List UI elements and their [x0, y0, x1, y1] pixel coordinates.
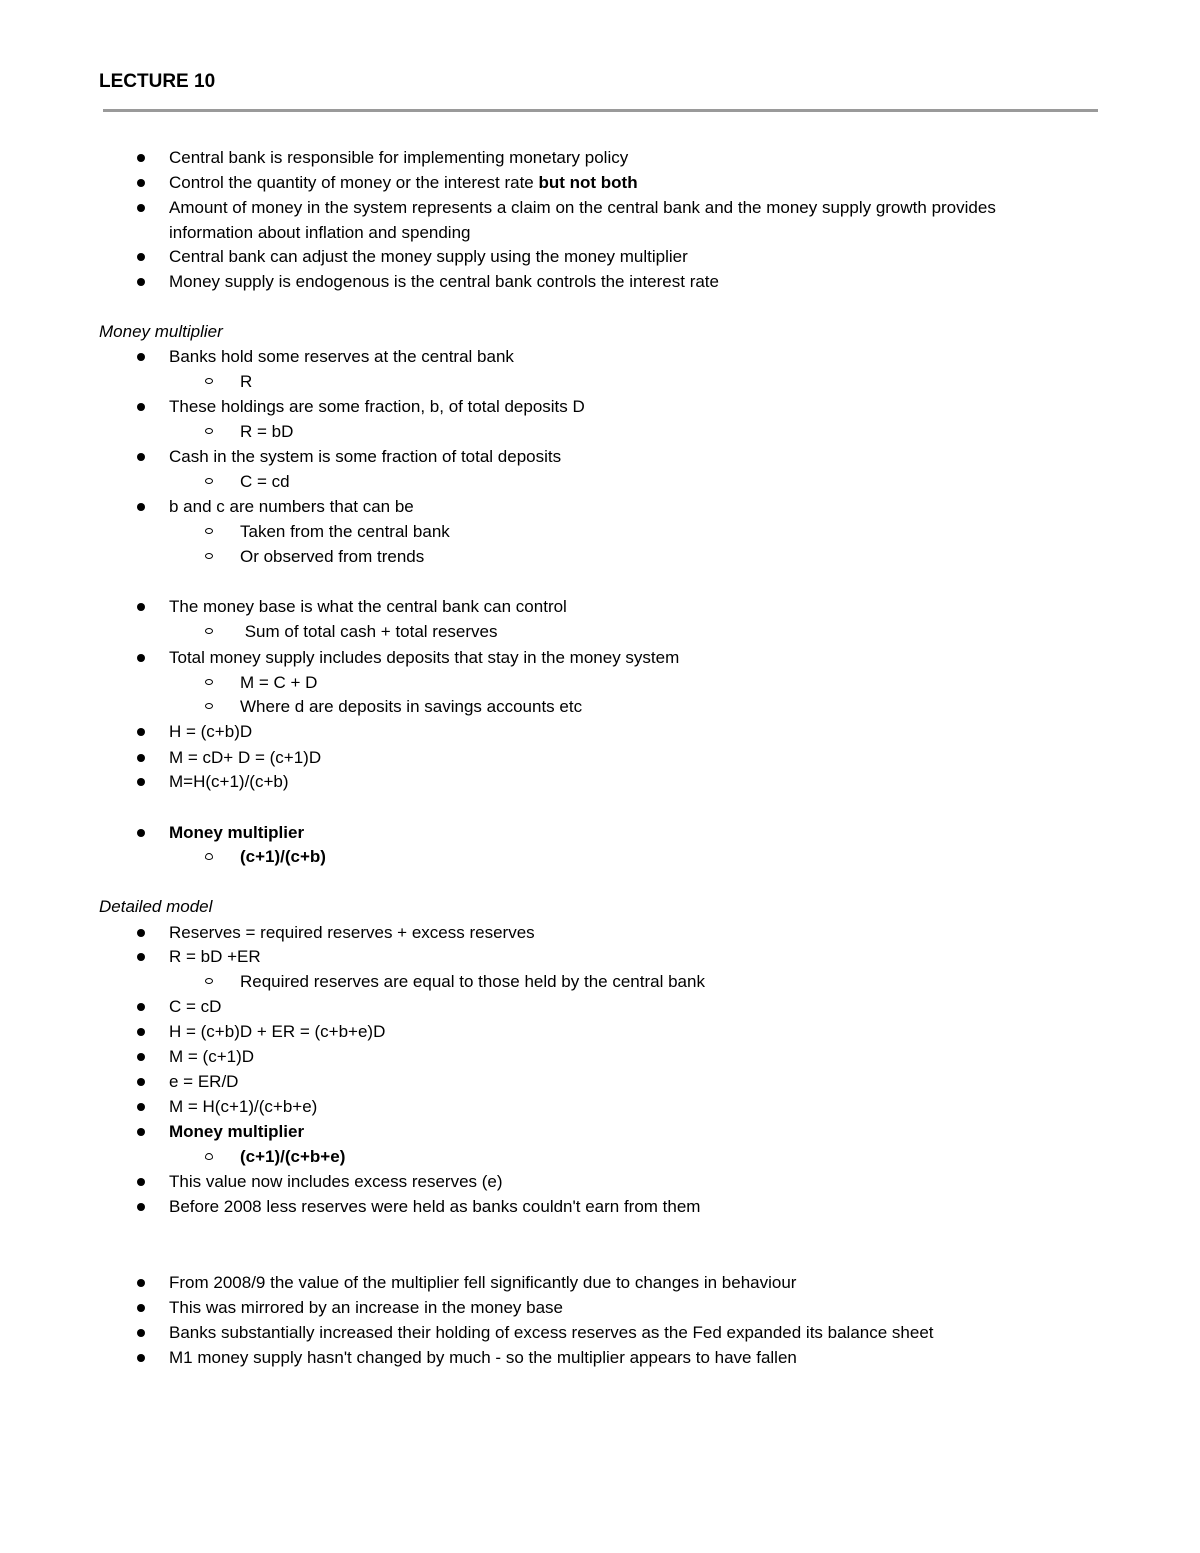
title-divider [103, 109, 1098, 112]
list-item-text: H = (c+b)D + ER = (c+b+e)D [169, 1022, 386, 1041]
bullet-icon [137, 953, 145, 961]
circle-bullet-icon [205, 978, 213, 984]
sub-list-item-text: Sum of total cash + total reserves [240, 622, 498, 641]
bullet-icon [137, 1203, 145, 1211]
list-item-text: M=H(c+1)/(c+b) [169, 772, 289, 791]
circle-bullet-icon [205, 528, 213, 534]
circle-bullet-icon [205, 428, 213, 434]
bullet-icon [137, 1354, 145, 1362]
section-heading: Money multiplier [99, 322, 223, 341]
bullet-icon [137, 253, 145, 261]
bullet-icon [137, 1304, 145, 1312]
list-item-text: H = (c+b)D [169, 722, 253, 741]
list-item-text: information about inflation and spending [169, 223, 471, 242]
bullet-icon [137, 503, 145, 511]
circle-bullet-icon [205, 679, 213, 685]
list-item-text: Money supply is endogenous is the central bank controls the interest rate [169, 272, 719, 291]
circle-bullet-icon [205, 1153, 213, 1160]
list-item-text: These holdings are some fraction, b, of total deposits D [169, 397, 585, 416]
circle-bullet-icon [205, 378, 213, 384]
bullet-icon [137, 1329, 145, 1337]
bullet-icon [137, 1078, 145, 1086]
sub-list-item-text: Taken from the central bank [240, 522, 450, 541]
bullet-icon [137, 453, 145, 461]
sub-list-item-text: Where d are deposits in savings accounts etc [240, 697, 583, 716]
bullet-icon [137, 1178, 145, 1186]
list-item-text: Before 2008 less reserves were held as banks couldn't earn from them [169, 1197, 701, 1216]
list-item-text: C = cD [169, 997, 222, 1016]
sub-list-item-text: Required reserves are equal to those held by the central bank [240, 972, 705, 991]
list-item-text: R = bD +ER [169, 947, 261, 966]
bullet-icon [137, 654, 145, 662]
list-item-text: Money multiplier [169, 1122, 305, 1141]
list-item-text: Banks hold some reserves at the central bank [169, 347, 514, 366]
section-heading: Detailed model [99, 897, 213, 916]
bullet-icon [137, 1279, 145, 1287]
bullet-icon [137, 353, 145, 361]
bullet-icon [137, 154, 145, 162]
page-title: LECTURE 10 [99, 71, 216, 92]
sub-list-item-text: (c+1)/(c+b) [240, 847, 326, 866]
list-item-text: This was mirrored by an increase in the money base [169, 1298, 564, 1317]
list-item-text: Control the quantity of money or the interest rate but not both [169, 173, 638, 192]
sub-list-item-text: Or observed from trends [240, 547, 425, 566]
list-item-text: b and c are numbers that can be [169, 497, 414, 516]
list-item-text: Central bank is responsible for implementing monetary policy [169, 148, 629, 167]
list-item-text: Central bank can adjust the money supply using the money multiplier [169, 247, 688, 266]
circle-bullet-icon [205, 853, 213, 860]
list-item-text: M = cD+ D = (c+1)D [169, 748, 322, 767]
bullet-icon [137, 829, 145, 837]
bullet-icon [137, 1053, 145, 1061]
bullet-icon [137, 278, 145, 286]
emphasis: but not both [538, 173, 638, 192]
list-item-text: Reserves = required reserves + excess reserves [169, 923, 535, 942]
bullet-icon [137, 1128, 145, 1136]
bullet-icon [137, 778, 145, 786]
list-item-text: M = (c+1)D [169, 1047, 255, 1066]
bullet-icon [137, 1003, 145, 1011]
list-item-text: Total money supply includes deposits that stay in the money system [169, 648, 680, 667]
bullet-icon [137, 929, 145, 937]
circle-bullet-icon [205, 553, 213, 559]
bullet-icon [137, 728, 145, 736]
list-item-text: Cash in the system is some fraction of total deposits [169, 447, 562, 466]
list-item-text: M1 money supply hasn't changed by much - so the multiplier appears to have fallen [169, 1348, 797, 1367]
sub-list-item-text: R = bD [240, 422, 294, 441]
list-item-text: From 2008/9 the value of the multiplier fell significantly due to changes in behaviour [169, 1273, 797, 1292]
bullet-icon [137, 1103, 145, 1111]
list-item-text: M = H(c+1)/(c+b+e) [169, 1097, 318, 1116]
circle-bullet-icon [205, 628, 213, 634]
list-item-text: Money multiplier [169, 823, 305, 842]
bullet-icon [137, 1028, 145, 1036]
list-item-text: This value now includes excess reserves (e) [169, 1172, 503, 1191]
sub-list-item-text: (c+1)/(c+b+e) [240, 1147, 346, 1166]
list-item-text: e = ER/D [169, 1072, 239, 1091]
list-item-text: The money base is what the central bank can control [169, 597, 567, 616]
sub-list-item-text: C = cd [240, 472, 290, 491]
bullet-icon [137, 754, 145, 762]
circle-bullet-icon [205, 478, 213, 484]
sub-list-item-text: M = C + D [240, 673, 318, 692]
circle-bullet-icon [205, 703, 213, 709]
bullet-icon [137, 403, 145, 411]
bullet-icon [137, 603, 145, 611]
sub-list-item-text: R [240, 372, 253, 391]
bullet-icon [137, 204, 145, 212]
bullet-icon [137, 179, 145, 187]
list-item-text: Amount of money in the system represents a claim on the central bank and the money supply growth provides [169, 198, 996, 217]
list-item-text: Banks substantially increased their holding of excess reserves as the Fed expanded its balance sheet [169, 1323, 934, 1342]
